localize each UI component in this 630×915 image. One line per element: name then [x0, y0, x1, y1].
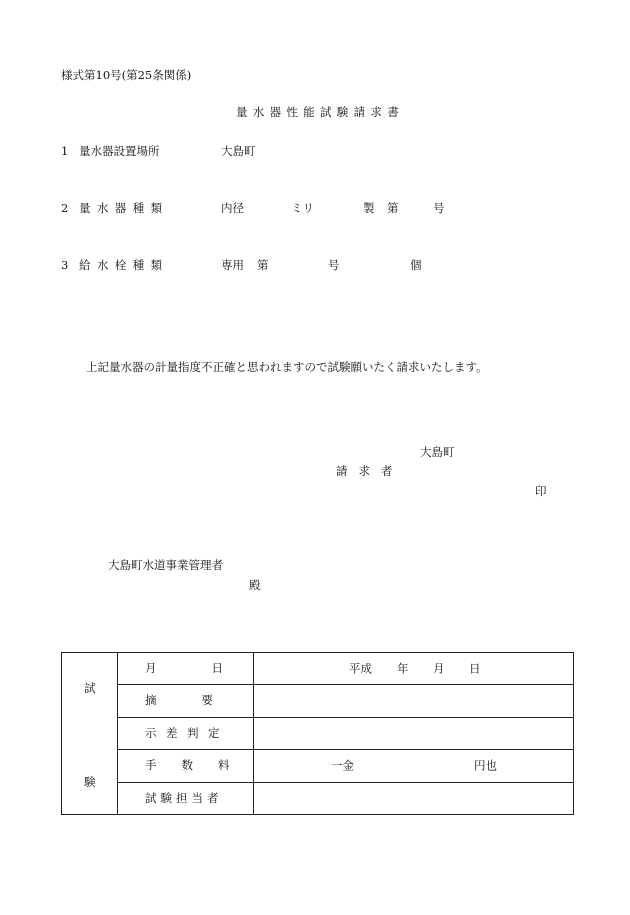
item1-value: 大島町	[221, 144, 256, 158]
item2-label: 量水器種類	[79, 201, 169, 215]
fee-suffix: 円也	[474, 758, 497, 773]
date-year: 年	[397, 660, 409, 675]
item2-maker: 製	[363, 201, 375, 215]
requester-label: 請求者	[336, 464, 404, 478]
item3-dai: 第	[257, 258, 269, 272]
table-row	[62, 782, 574, 814]
seal-mark: 印	[535, 484, 547, 498]
addressee-name: 大島町水道事業管理者	[108, 558, 223, 572]
date-day: 日	[469, 660, 481, 675]
request-statement: 上記量水器の計量指度不正確と思われますので試験願いたく請求いたします。	[86, 360, 488, 374]
requester-town: 大島町	[420, 445, 455, 459]
summary-label: 摘要	[145, 693, 258, 708]
item1-label: 量水器設置場所	[79, 144, 160, 158]
examination-table	[61, 652, 574, 815]
item2-diameter-label: 内径	[221, 201, 244, 215]
table-row	[62, 685, 574, 717]
table-row	[62, 653, 574, 685]
exam-side-top: 試	[84, 681, 96, 695]
exam-side-bottom: 験	[84, 775, 96, 789]
date-label-day: 日	[211, 660, 223, 675]
fee-prefix: 一金	[331, 758, 354, 773]
table-row	[62, 717, 574, 749]
summary-value-cell	[254, 685, 574, 717]
date-label-month: 月	[145, 660, 157, 675]
item2-number: 2	[61, 201, 69, 215]
item3-number: 3	[61, 258, 69, 272]
examiner-value-cell	[254, 782, 574, 814]
form-number: 様式第10号(第25条関係)	[61, 68, 192, 82]
item3-exclusive: 専用	[221, 258, 244, 272]
item1-number: 1	[61, 144, 69, 158]
exam-side-label	[62, 653, 118, 815]
fee-label-cell	[118, 750, 254, 782]
deviation-value-cell	[254, 717, 574, 749]
document-title: 量水器性能試験請求書	[236, 105, 404, 119]
item2-dai: 第	[387, 201, 399, 215]
item3-count: 個	[410, 258, 422, 272]
examiner-label-cell	[118, 782, 254, 814]
date-era: 平成	[349, 660, 372, 675]
date-value-cell	[254, 653, 574, 685]
item3-go: 号	[328, 258, 340, 272]
date-month: 月	[433, 660, 445, 675]
date-label-cell	[118, 653, 254, 685]
deviation-label-cell	[118, 717, 254, 749]
fee-value-cell	[254, 750, 574, 782]
item3-label: 給水栓種類	[79, 258, 169, 272]
deviation-label: 示差判定	[145, 725, 229, 740]
summary-label-cell	[118, 685, 258, 717]
item2-unit: ミリ	[291, 201, 314, 215]
fee-label: 手数料	[145, 758, 255, 773]
addressee-honorific: 殿	[249, 578, 261, 592]
item2-go: 号	[433, 201, 445, 215]
examiner-label: 試験担当者	[145, 790, 223, 805]
table-row	[62, 750, 574, 782]
